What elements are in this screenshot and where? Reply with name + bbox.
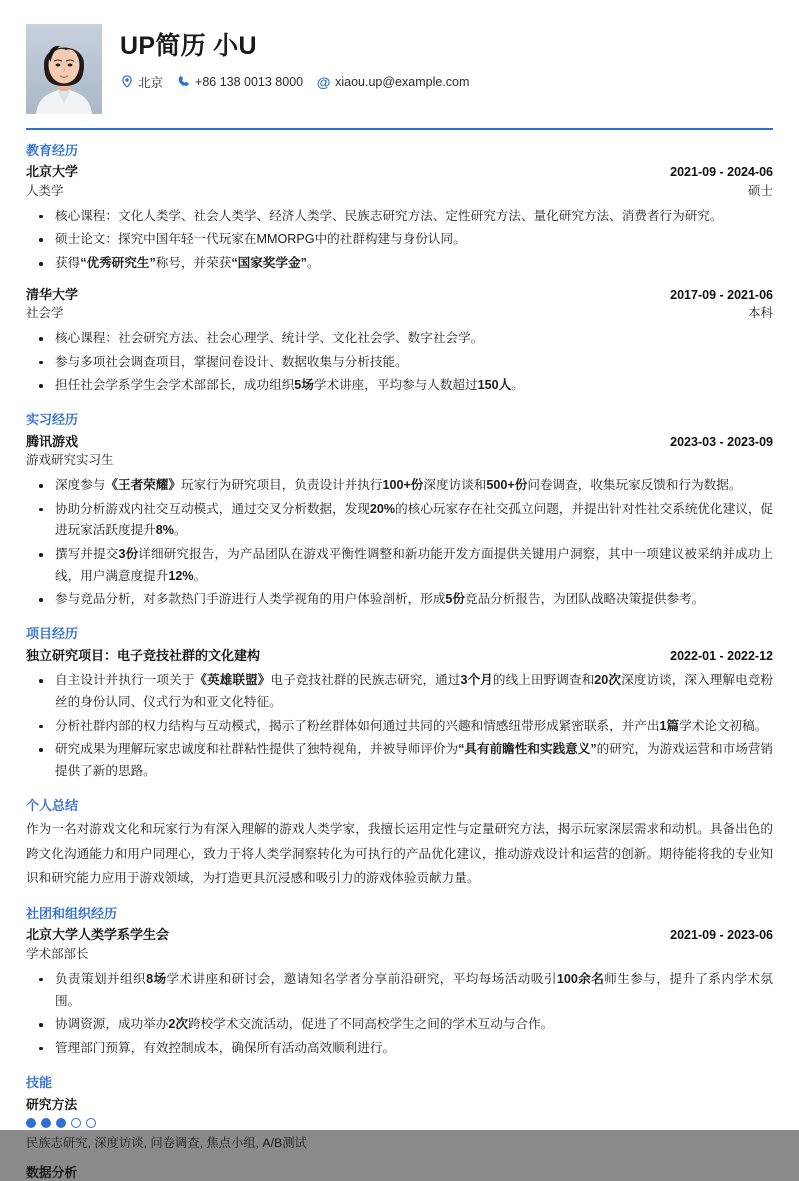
section-education [26, 142, 773, 397]
avatar [26, 24, 102, 114]
contact-phone-text: +86 138 0013 8000 [195, 74, 304, 89]
bullet-item: 自主设计并执行一项关于《英雄联盟》电子竞技社群的民族志研究，通过3个月的线上田野调查和20次深度访谈，深入理解电竞粉丝的身份认同、仪式行为和亚文化特征。 [26, 670, 773, 713]
entry-major: 社会学 [26, 306, 64, 321]
entry-date: 2022-01 - 2022-12 [670, 648, 773, 663]
header-divider [26, 128, 773, 130]
entry-date: 2023-03 - 2023-09 [670, 434, 773, 449]
entry-date: 2021-09 - 2024-06 [670, 165, 773, 180]
contact-location-text: 北京 [138, 75, 164, 90]
section-projects [26, 625, 773, 783]
entry-header-row [26, 925, 773, 945]
project-entry [26, 646, 773, 783]
phone-icon [177, 75, 190, 88]
skill-dot-filled [26, 1118, 36, 1128]
bullet-item: 负责策划并组织8场学术讲座和研讨会，邀请知名学者分享前沿研究，平均每场活动吸引100余名师生参与，提升了系内学术氛围。 [26, 969, 773, 1012]
entry-sub-row [26, 945, 773, 964]
bullet-item: 核心课程：社会研究方法、社会心理学、统计学、文化社会学、数字社会学。 [26, 328, 773, 350]
section-title-skills: 技能 [26, 1074, 53, 1090]
bullet-item: 协调资源，成功举办2次跨校学术交流活动，促进了不同高校学生之间的学术互动与合作。 [26, 1014, 773, 1036]
summary-paragraph: 作为一名对游戏文化和玩家行为有深入理解的游戏人类学家，我擅长运用定性与定量研究方法，揭示玩家深层需求和动机。具备出色的跨文化沟通能力和用户同理心，致力于将人类学洞察转化为可执行的产品优化建议，推动游戏设计和运营的创新。期待能将我的专业知识和研究能力应用于游戏领域，为打造更具沉浸感和吸引力的游戏体验贡献力量。 [26, 822, 773, 886]
internship-entry [26, 432, 773, 611]
entry-header-row [26, 646, 773, 666]
entry-date: 2017-09 - 2021-06 [670, 287, 773, 302]
contact-email [317, 75, 469, 89]
contact-phone [177, 75, 303, 89]
skill-dot-filled [41, 1118, 51, 1128]
candidate-name: UP简历 小U [120, 32, 257, 60]
entry-major: 人类学 [26, 183, 64, 198]
section-summary [26, 797, 773, 891]
entry-role: 学术部部长 [26, 947, 89, 962]
skill-dot-filled [56, 1118, 66, 1128]
entry-degree: 硕士 [747, 183, 773, 198]
contact-location [120, 73, 163, 91]
bullet-item: 参与多项社会调查项目，掌握问卷设计、数据收集与分析技能。 [26, 352, 773, 374]
section-title-summary: 个人总结 [26, 797, 79, 813]
section-title-projects: 项目经历 [26, 626, 79, 642]
organization-entry [26, 925, 773, 1059]
entry-sub-row [26, 451, 773, 470]
section-title-organizations: 社团和组织经历 [26, 905, 118, 921]
location-pin-icon [120, 75, 133, 88]
section-title-education: 教育经历 [26, 142, 79, 158]
resume-header [26, 24, 773, 128]
entry-sub-row [26, 304, 773, 323]
entry-role: 游戏研究实习生 [26, 453, 114, 468]
skill-dot-empty [71, 1118, 81, 1128]
skill-detail: 民族志研究, 深度访谈, 问卷调查, 焦点小组, A/B测试 [26, 1136, 307, 1151]
header-text [120, 24, 773, 91]
skill-item [26, 1162, 773, 1181]
contact-list [120, 73, 773, 91]
education-entry [26, 162, 773, 274]
section-title-internship: 实习经历 [26, 412, 79, 428]
bullet-list [26, 328, 773, 397]
entry-date: 2021-09 - 2023-06 [670, 928, 773, 943]
entry-header-row [26, 432, 773, 452]
bullet-list [26, 206, 773, 275]
bullet-item: 深度参与《王者荣耀》玩家行为研究项目，负责设计并执行100+份深度访谈和500+份问卷调查，收集玩家反馈和行为数据。 [26, 475, 773, 497]
bullet-item: 分析社群内部的权力结构与互动模式，揭示了粉丝群体如何通过共同的兴趣和情感纽带形成紧密联系，并产出1篇学术论文初稿。 [26, 716, 773, 738]
section-organizations [26, 905, 773, 1060]
bullet-item: 管理部门预算，有效控制成本，确保所有活动高效顺利进行。 [26, 1038, 773, 1060]
organization-name: 腾讯游戏 [26, 433, 79, 449]
email-at-icon: @ [316, 73, 331, 90]
section-skills [26, 1074, 773, 1181]
bullet-item: 获得“优秀研究生”称号，并荣获“国家奖学金”。 [26, 253, 773, 275]
bullet-item: 撰写并提交3份详细研究报告，为产品团队在游戏平衡性调整和新功能开发方面提供关键用户洞察，其中一项建议被采纳并成功上线，用户满意度提升12%。 [26, 544, 773, 587]
organization-name: 北京大学 [26, 164, 79, 180]
contact-email-text: xiaou.up@example.com [335, 74, 470, 89]
entry-header-row [26, 285, 773, 305]
entry-sub-row [26, 182, 773, 201]
section-internship [26, 411, 773, 611]
bullet-item: 硕士论文：探究中国年轻一代玩家在MMORPG中的社群构建与身份认同。 [26, 229, 773, 251]
bullet-item: 协助分析游戏内社交互动模式，通过交叉分析数据，发现20%的核心玩家存在社交孤立问题，并提出针对性社交系统优化建议，促进玩家活跃度提升8%。 [26, 499, 773, 542]
education-entry [26, 285, 773, 397]
skill-name: 数据分析 [26, 1164, 78, 1180]
organization-name: 北京大学人类学系学生会 [26, 927, 170, 943]
bullet-item: 研究成果为理解玩家忠诚度和社群粘性提供了独特视角，并被导师评价为“具有前瞻性和实践意义”的研究，为游戏运营和市场营销提供了新的思路。 [26, 739, 773, 782]
bullet-item: 参与竞品分析，对多款热门手游进行人类学视角的用户体验剖析，形成5份竞品分析报告，为团队战略决策提供参考。 [26, 589, 773, 611]
bullet-item: 核心课程：文化人类学、社会人类学、经济人类学、民族志研究方法、定性研究方法、量化研究方法、消费者行为研究。 [26, 206, 773, 228]
skill-item [26, 1094, 773, 1154]
bullet-list [26, 670, 773, 782]
skill-level-dots [26, 1118, 773, 1128]
organization-name: 清华大学 [26, 286, 79, 302]
entry-degree: 本科 [747, 306, 773, 321]
skill-dot-empty [86, 1118, 96, 1128]
bullet-list [26, 475, 773, 611]
bullet-item: 担任社会学系学生会学术部部长，成功组织5场学术讲座，平均参与人数超过150人。 [26, 375, 773, 397]
bullet-list [26, 969, 773, 1060]
skill-name: 研究方法 [26, 1097, 78, 1113]
entry-header-row [26, 162, 773, 182]
project-name: 独立研究项目：电子竞技社群的文化建构 [26, 647, 261, 663]
